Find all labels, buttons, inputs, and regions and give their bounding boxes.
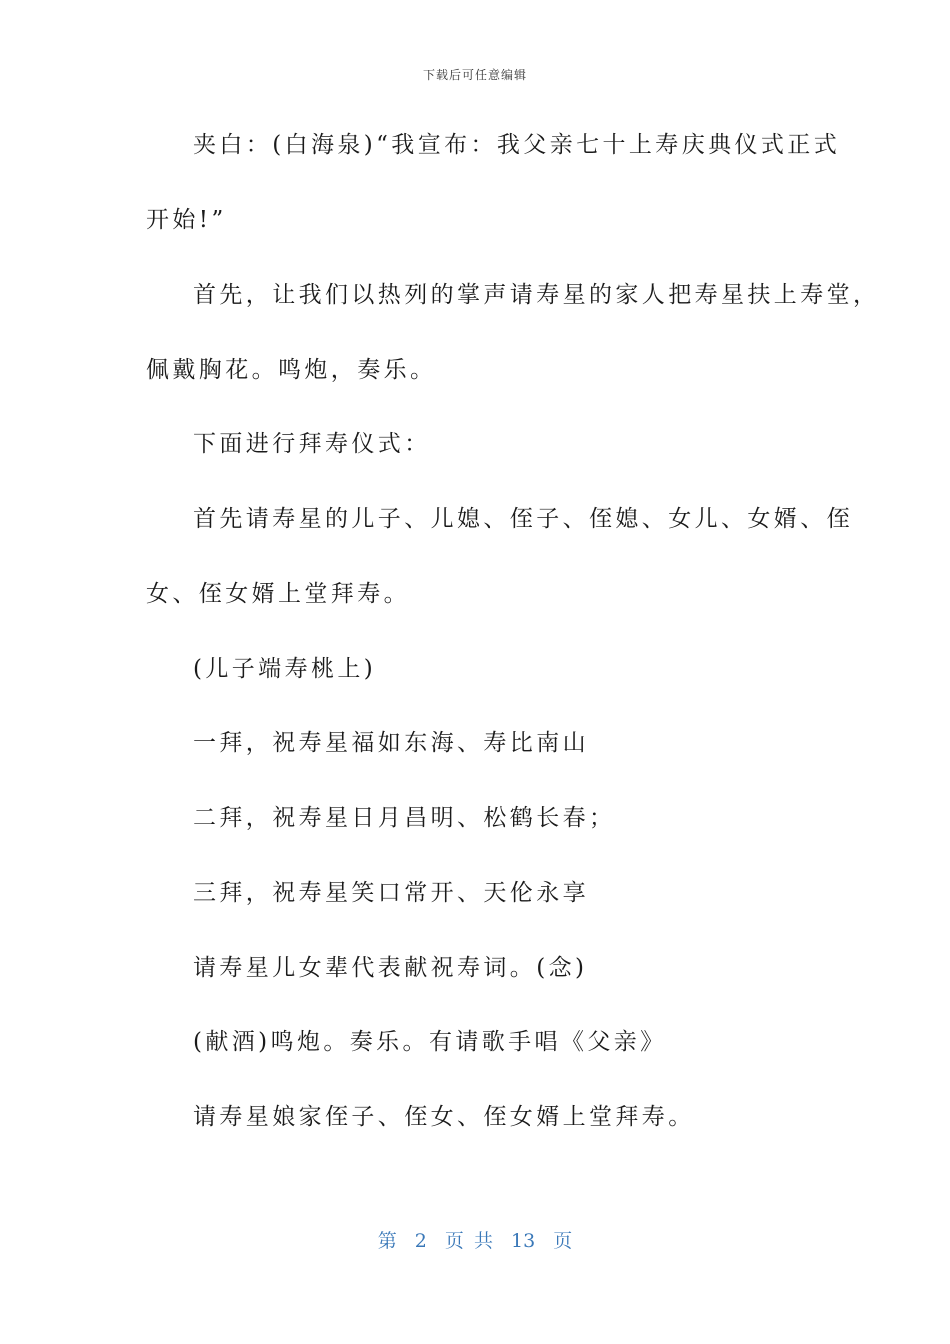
paragraph-line-11: 三拜，祝寿星笑口常开、天伦永享 — [193, 880, 589, 906]
paragraph-line-7: 女、侄女婿上堂拜寿。 — [146, 581, 410, 607]
page-suffix: 页 — [553, 1230, 573, 1252]
paragraph-line-2: 开始!” — [146, 207, 227, 233]
paragraph-line-12: 请寿星儿女辈代表献祝寿词。(念) — [193, 955, 588, 981]
page-prefix: 第 — [377, 1230, 397, 1252]
paragraph-line-14: 请寿星娘家侄子、侄女、侄女婿上堂拜寿。 — [193, 1104, 695, 1130]
page-mid: 页 共 — [444, 1230, 493, 1252]
paragraph-line-6: 首先请寿星的儿子、儿媳、侄子、侄媳、女儿、女婿、侄 — [193, 506, 853, 532]
page-total: 13 — [511, 1230, 536, 1252]
paragraph-line-1: 夹白：(白海泉)“我宣布：我父亲七十上寿庆典仪式正式 — [193, 132, 841, 158]
paragraph-line-8: (儿子端寿桃上) — [193, 656, 377, 682]
paragraph-line-4: 佩戴胸花。鸣炮，奏乐。 — [146, 357, 437, 383]
paragraph-line-10: 二拜，祝寿星日月昌明、松鹤长春； — [193, 805, 616, 831]
paragraph-line-9: 一拜，祝寿星福如东海、寿比南山 — [193, 730, 589, 756]
paragraph-line-13: (献酒)鸣炮。奏乐。有请歌手唱《父亲》 — [193, 1029, 667, 1055]
paragraph-line-3: 首先，让我们以热列的掌声请寿星的家人把寿星扶上寿堂， — [193, 282, 880, 308]
header-note: 下载后可任意编辑 — [422, 68, 527, 82]
paragraph-line-5: 下面进行拜寿仪式： — [193, 431, 431, 457]
page-number — [0, 1226, 950, 1253]
page-current: 2 — [414, 1230, 427, 1252]
